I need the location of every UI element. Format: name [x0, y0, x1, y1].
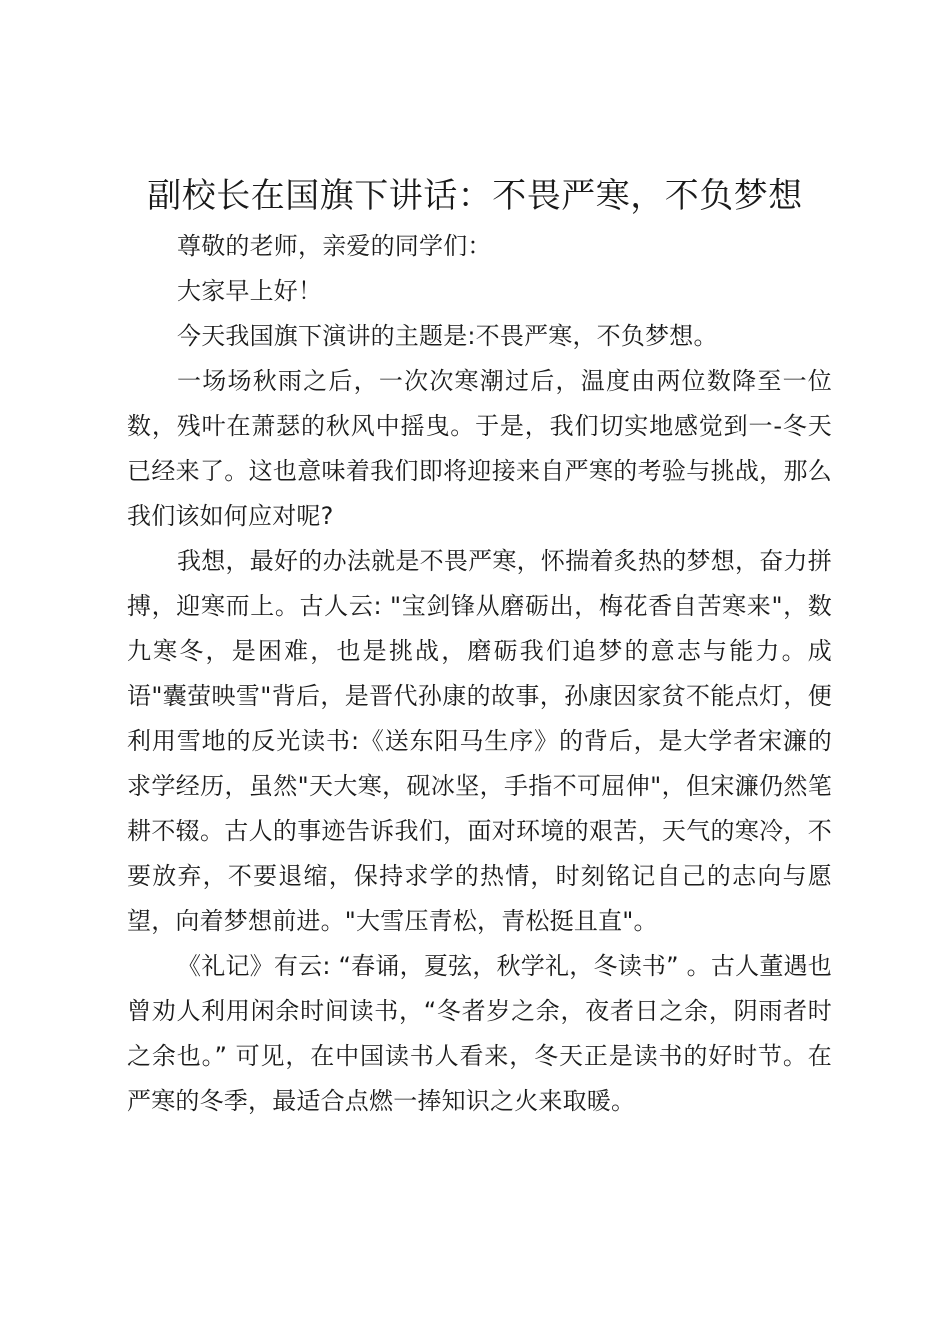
document-body — [127, 224, 832, 1124]
paragraph-salutation: 尊敬的老师，亲爱的同学们： — [177, 232, 492, 260]
paragraph-greeting: 大家早上好！ — [177, 277, 323, 305]
paragraph-winter-arrives: 一场场秋雨之后，一次次寒潮过后，温度由两位数降至一位数，残叶在萧瑟的秋风中摇曳。于是，我们切实地感觉到一-冬天已经来了。这也意味着我们即将迎接来自严寒的考验与挑战，那么我们该如何应对呢? — [127, 367, 832, 530]
document-title: 副校长在国旗下讲话：不畏严寒，不负梦想 — [147, 176, 803, 216]
paragraph-theme: 今天我国旗下演讲的主题是:不畏严寒，不负梦想。 — [177, 322, 718, 350]
paragraph-brave-the-cold: 我想，最好的办法就是不畏严寒，怀揣着炙热的梦想，奋力拼搏，迎寒而上。古人云: "宝剑锋从磨砺出，梅花香自苦寒来"，数九寒冬，是困难，也是挑战，磨砺我们追梦的意志与能力。成语"囊萤映雪"背后，是晋代孙康的故事，孙康因家贫不能点灯，便利用雪地的反光读书:《送东阳马生序》的背后，是大学者宋濂的求学经历，虽然"天大寒，砚冰坚，手指不可屈伸"，但宋濂仍然笔耕不辍。古人的事迹告诉我们，面对环境的艰苦，天气的寒冷，不要放弃，不要退缩，保持求学的热情，时刻铭记自己的志向与愿望，向着梦想前进。"大雪压青松，青松挺且直"。 — [127, 547, 832, 935]
paragraph-winter-reading: 《礼记》有云: “春诵，夏弦，秋学礼，冬读书” 。古人董遇也曾劝人利用闲余时间读书，“冬者岁之余，夜者日之余，阴雨者时之余也。” 可见，在中国读书人看来，冬天正是读书的好时节。在严寒的冬季，最适合点燃一捧知识之火来取暖。 — [127, 952, 832, 1115]
